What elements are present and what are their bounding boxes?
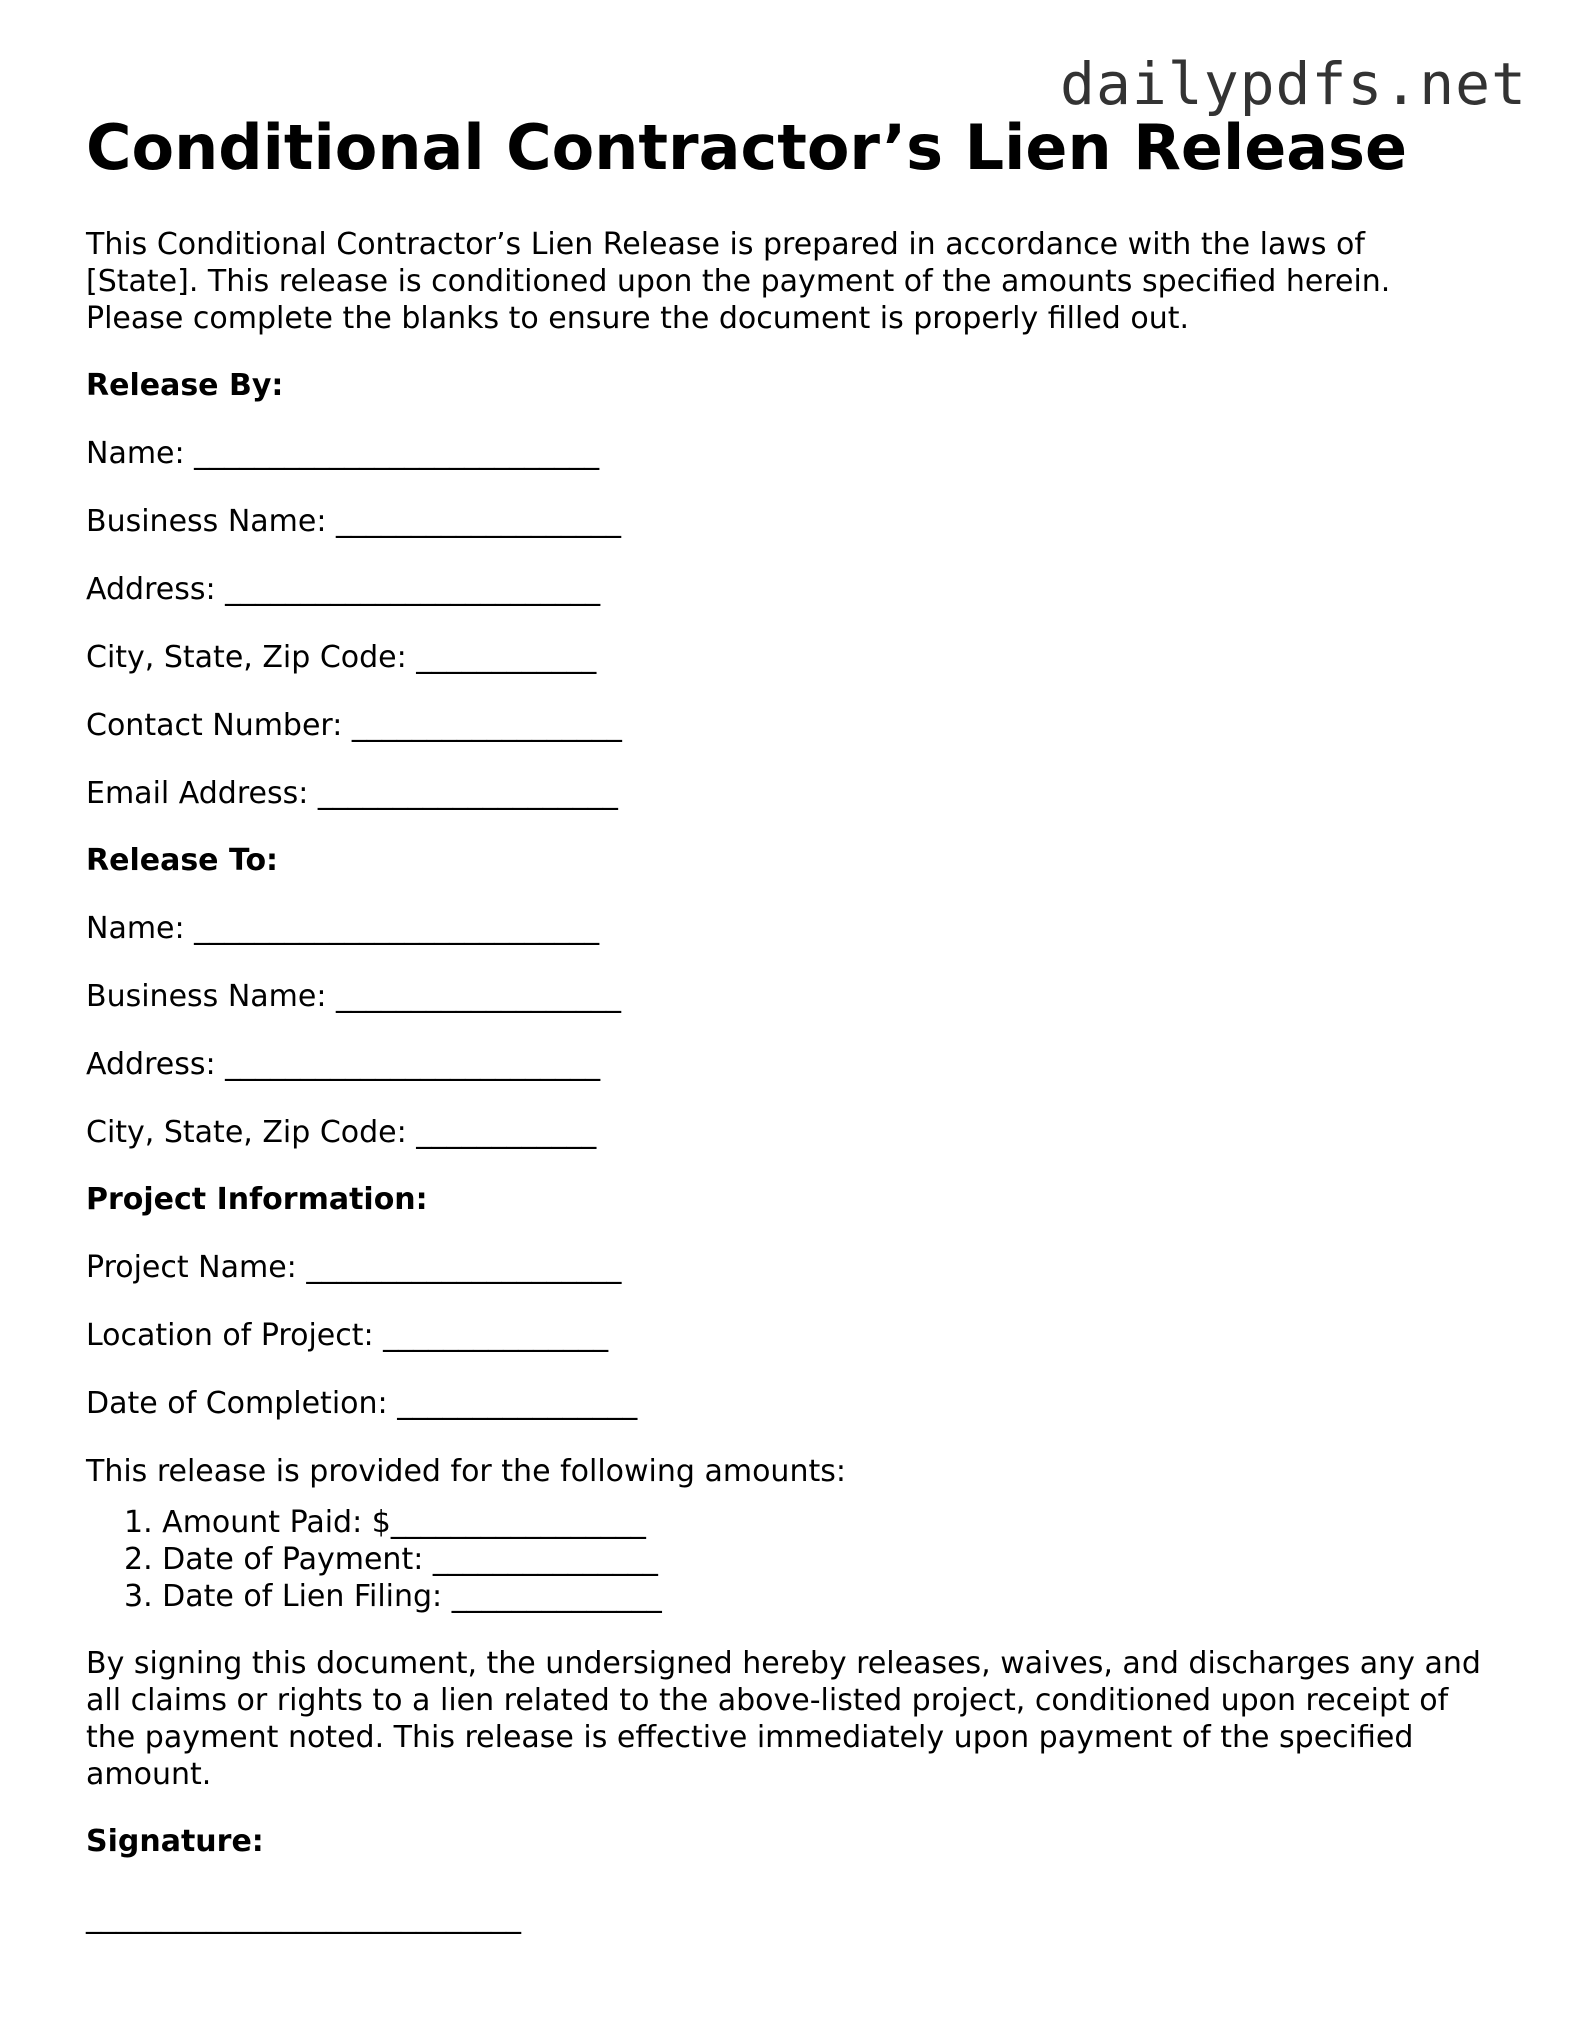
field-blank[interactable]: _________________ [390, 1505, 646, 1540]
field-blank[interactable]: ____________ [416, 1115, 597, 1150]
field-blank[interactable]: ________________ [397, 1386, 638, 1421]
project-name-field[interactable] [86, 1249, 1486, 1286]
document-page [86, 108, 1486, 1936]
release-to-city-state-zip-field[interactable] [86, 1114, 1486, 1151]
field-label: City, State, Zip Code: [86, 640, 407, 675]
field-blank[interactable]: __________________ [351, 708, 622, 743]
field-blank[interactable]: _________________________ [225, 572, 601, 607]
release-to-business-name-field[interactable] [86, 978, 1486, 1015]
field-label: Date of Lien Filing: [162, 1579, 443, 1614]
field-label: Address: [86, 572, 216, 607]
field-blank[interactable]: ____________________ [317, 776, 618, 811]
project-information-heading: Project Information: [86, 1182, 428, 1217]
list-number: 3. [124, 1579, 153, 1614]
field-label: Contact Number: [86, 708, 343, 743]
release-to-address-field[interactable] [86, 1046, 1486, 1083]
date-of-lien-filing-item[interactable] [124, 1578, 1486, 1615]
date-of-payment-item[interactable] [124, 1541, 1486, 1578]
field-label: Location of Project: [86, 1318, 374, 1353]
project-location-field[interactable] [86, 1317, 1486, 1354]
release-by-business-name-field[interactable] [86, 503, 1486, 540]
release-by-name-field[interactable] [86, 435, 1486, 472]
field-blank[interactable]: ____________ [416, 640, 597, 675]
field-blank[interactable]: ______________ [451, 1579, 662, 1614]
field-label: Name: [86, 436, 185, 471]
field-blank[interactable]: ___________________________ [194, 911, 600, 946]
field-label: Project Name: [86, 1250, 297, 1285]
signature-heading: Signature: [86, 1824, 264, 1859]
list-number: 2. [124, 1542, 153, 1577]
field-blank[interactable]: _______________ [432, 1542, 658, 1577]
field-label: City, State, Zip Code: [86, 1115, 407, 1150]
release-by-email-field[interactable] [86, 775, 1486, 812]
field-blank[interactable]: ___________________________ [194, 436, 600, 471]
amounts-intro: This release is provided for the following amounts: [86, 1454, 846, 1489]
watermark: dailypdfs.net [1060, 50, 1527, 118]
release-by-city-state-zip-field[interactable] [86, 639, 1486, 676]
field-label: Email Address: [86, 776, 309, 811]
field-label: Address: [86, 1047, 216, 1082]
field-blank[interactable]: _________________________ [225, 1047, 601, 1082]
document-title: Conditional Contractor’s Lien Release [86, 111, 1408, 184]
project-completion-date-field[interactable] [86, 1385, 1486, 1422]
field-label: Date of Payment: [162, 1542, 424, 1577]
amount-paid-item[interactable] [124, 1504, 1486, 1541]
field-blank[interactable]: ___________________ [336, 504, 621, 539]
signature-line[interactable]: _____________________________ [86, 1900, 521, 1935]
list-number: 1. [124, 1505, 153, 1540]
release-to-name-field[interactable] [86, 910, 1486, 947]
field-label: Amount Paid: $ [162, 1505, 391, 1540]
field-blank[interactable]: _____________________ [306, 1250, 622, 1285]
field-label: Business Name: [86, 504, 327, 539]
field-label: Business Name: [86, 979, 327, 1014]
release-to-heading: Release To: [86, 843, 279, 878]
field-label: Date of Completion: [86, 1386, 388, 1421]
amounts-list [86, 1504, 1486, 1615]
field-label: Name: [86, 911, 185, 946]
release-by-contact-number-field[interactable] [86, 707, 1486, 744]
closing-paragraph: By signing this document, the undersigned hereby releases, waives, and discharges any and all claims or rights to a lien related to the above-listed project, conditioned upon receipt of the payment noted. This release is effective immediately upon payment of the specified amount. [86, 1646, 1481, 1792]
release-by-address-field[interactable] [86, 571, 1486, 608]
release-by-heading: Release By: [86, 368, 284, 403]
field-blank[interactable]: _______________ [383, 1318, 609, 1353]
intro-paragraph: This Conditional Contractor’s Lien Release is prepared in accordance with the laws of [State]. This release is conditioned upon the payment of the amounts specified herein. Please complete the blanks to ensure the document is properly filled out. [86, 227, 1391, 336]
field-blank[interactable]: ___________________ [336, 979, 621, 1014]
